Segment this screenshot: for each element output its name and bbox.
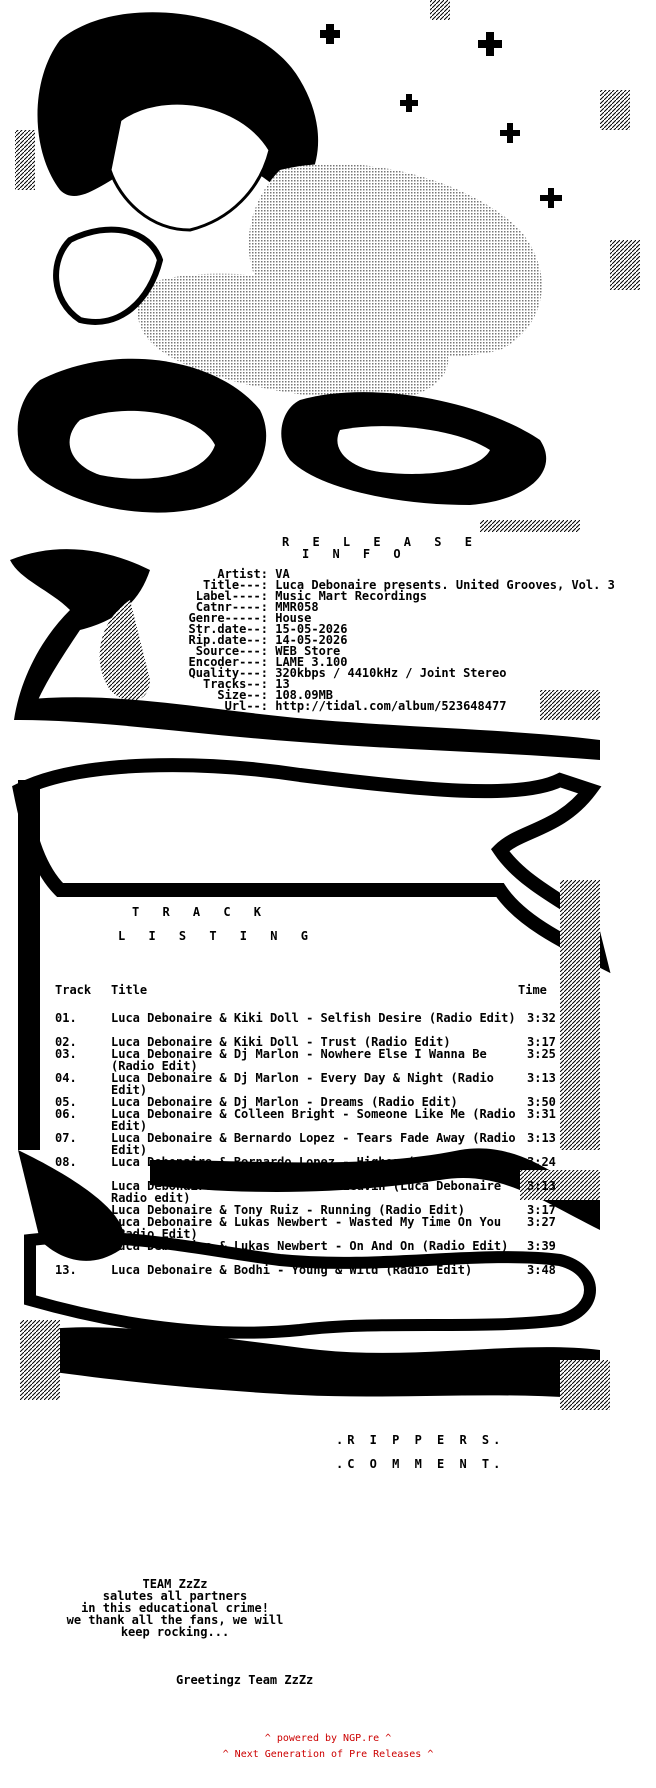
ascii-credit-line2: gonz_ZzZz [128, 1349, 194, 1363]
info-value: LAME 3.100 [275, 655, 348, 669]
ascii-credit-line1: ASCii by [128, 1337, 186, 1351]
info-key: Artist: [217, 567, 268, 581]
info-key: Catnr----: [195, 600, 268, 614]
info-value: MMR058 [275, 600, 319, 614]
info-key: Source---: [195, 644, 268, 658]
footer-powered-by: ^ powered by NGP.re ^ [264, 1733, 392, 1744]
comment-line: in this educational crime! [81, 1601, 269, 1615]
comment-block [0, 1578, 350, 1638]
track-time: 3:32 [527, 1011, 556, 1025]
info-value: 320kbps / 4410kHz / Joint Stereo [275, 666, 507, 680]
track-number: 11. [55, 1215, 77, 1229]
track-title: Luca Debonaire & Bernardo Lopez - Higher (Radio Edit) [111, 1155, 494, 1169]
track-time: 3:50 [527, 1095, 556, 1109]
comment-line: keep rocking... [120, 1625, 230, 1639]
info-value[interactable]: http://tidal.com/album/523648477 [275, 699, 507, 713]
info-key: Encoder---: [188, 655, 268, 669]
track-title: Luca Debonaire & Tony Ruiz - Running (Radio Edit) [111, 1203, 466, 1217]
rippers-header-line2: .C O M M E N T. [336, 1457, 505, 1471]
track-time: 3:17 [527, 1035, 556, 1049]
track-title: Luca Debonaire & Chris Marina - Leavin (Luca Debonaire Radio edit) [111, 1179, 502, 1205]
track-time: 3:25 [527, 1047, 556, 1061]
comment-line: we thank all the fans, we will [66, 1613, 284, 1627]
info-value: WEB Store [275, 644, 341, 658]
footer-tagline: ^ Next Generation of Pre Releases ^ [222, 1749, 434, 1760]
track-time: 3:31 [527, 1107, 556, 1121]
rippers-header-line1: .R I P P E R S. [336, 1433, 505, 1447]
column-track: Track [55, 983, 92, 997]
track-title: Luca Debonaire & Colleen Bright - Someone Like Me (Radio Edit) [111, 1107, 516, 1133]
info-key: Title---: [202, 578, 268, 592]
track-number: 13. [55, 1263, 77, 1277]
track-title: Luca Debonaire & Bernardo Lopez - Tears Fade Away (Radio Edit) [111, 1131, 516, 1157]
track-title: Luca Debonaire & Dj Marlon - Every Day & Night (Radio Edit) [111, 1071, 494, 1097]
release-header-line2: I N F O [302, 547, 409, 561]
track-number: 09. [55, 1179, 77, 1193]
info-value: 108.09MB [275, 688, 334, 702]
comment-line: salutes all partners [102, 1589, 248, 1603]
track-number: 12. [55, 1239, 77, 1253]
track-time: 3:27 [527, 1215, 556, 1229]
track-title: Luca Debonaire & Dj Marlon - Nowhere Else I Wanna Be (Radio Edit) [111, 1047, 487, 1073]
column-time: Time [518, 983, 547, 997]
track-time: 3:13 [527, 1131, 556, 1145]
info-row-url [150, 700, 506, 712]
track-number: 07. [55, 1131, 77, 1145]
info-value: 14-05-2026 [275, 633, 348, 647]
info-key: Label----: [195, 589, 268, 603]
track-number: 08. [55, 1155, 77, 1169]
track-number: 02. [55, 1035, 77, 1049]
track-title: Luca Debonaire & Kiki Doll - Trust (Radio Edit) [111, 1035, 451, 1049]
track-number: 10. [55, 1203, 77, 1217]
info-key: Genre-----: [188, 611, 268, 625]
track-time: 3:17 [527, 1203, 556, 1217]
track-time: 3:13 [527, 1071, 556, 1085]
track-number: 01. [55, 1011, 77, 1025]
track-number: 03. [55, 1047, 77, 1061]
info-value: House [275, 611, 312, 625]
greetings: Greetingz Team ZzZz [176, 1673, 314, 1687]
info-key: Url--: [224, 699, 268, 713]
info-key: Str.date--: [188, 622, 268, 636]
info-value: Music Mart Recordings [275, 589, 427, 603]
info-key: Size--: [217, 688, 268, 702]
info-key: Quality---: [188, 666, 268, 680]
track-number: 04. [55, 1071, 77, 1085]
tracklist-header-line1: T R A C K [132, 905, 270, 919]
release-header-line1: R E L E A S E [282, 535, 480, 549]
info-value: 13 [275, 677, 290, 691]
info-value: VA [275, 567, 290, 581]
girl-figure-art [18, 12, 547, 512]
info-key: Tracks--: [202, 677, 268, 691]
tracklist-header-line2: L I S T I N G [118, 929, 316, 943]
track-number: 06. [55, 1107, 77, 1121]
track-time: 3:39 [527, 1239, 556, 1253]
track-time: 3:24 [527, 1155, 556, 1169]
track-title: Luca Debonaire & Lukas Newbert - Wasted My Time On You (Radio Edit) [111, 1215, 502, 1241]
track-time: 3:13 [527, 1179, 556, 1193]
track-time: 3:48 [527, 1263, 556, 1277]
track-title: Luca Debonaire & Kiki Doll - Selfish Desire (Radio Edit) [111, 1011, 516, 1025]
column-title: Title [111, 983, 148, 997]
info-value: Luca Debonaire presents. United Grooves, Vol. 3 [275, 578, 615, 592]
info-value: 15-05-2026 [275, 622, 348, 636]
track-title: Luca Debonaire & Lukas Newbert - On And On (Radio Edit) [111, 1239, 509, 1253]
track-title: Luca Debonaire & Bodhi - Young & Wild (Radio Edit) [111, 1263, 473, 1277]
track-title: Luca Debonaire & Dj Marlon - Dreams (Radio Edit) [111, 1095, 458, 1109]
track-number: 05. [55, 1095, 77, 1109]
comment-line: TEAM ZzZz [142, 1577, 208, 1591]
info-key: Rip.date--: [188, 633, 268, 647]
